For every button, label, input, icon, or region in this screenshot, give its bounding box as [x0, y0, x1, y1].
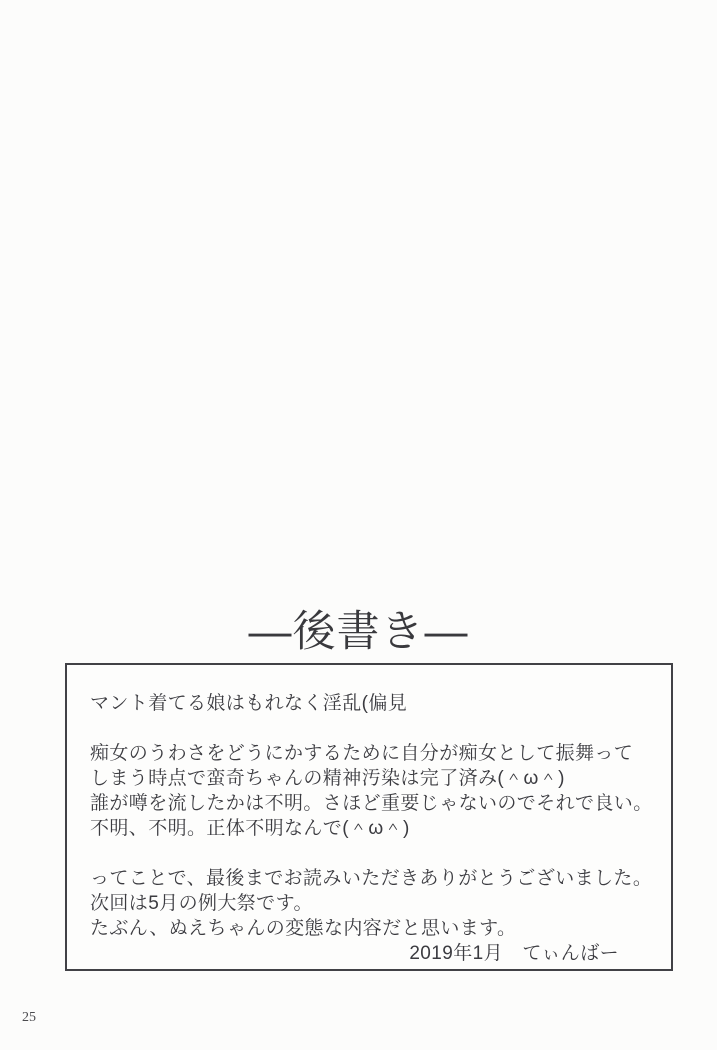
- afterword-line: 誰が噂を流したかは不明。さほど重要じゃないのでそれで良い。: [90, 793, 653, 814]
- page-number: 25: [22, 1010, 36, 1025]
- afterword-line: ってことで、最後までお読みいただきありがとうございました。: [90, 868, 653, 889]
- afterword-text: [90, 691, 659, 966]
- afterword-line: 次回は5月の例大祭です。: [90, 893, 313, 914]
- afterword-line: マント着てる娘はもれなく淫乱(偏見: [90, 693, 408, 714]
- afterword-line: 痴女のうわさをどうにかするために自分が痴女として振舞って: [90, 743, 634, 764]
- afterword-line: 不明、不明。正体不明なんで(＾ω＾): [90, 818, 410, 839]
- afterword-signature: 2019年1月 てぃんばー: [409, 943, 619, 964]
- afterword-title: —後書き—: [248, 608, 469, 656]
- afterword-line: たぶん、ぬえちゃんの変態な内容だと思います。: [90, 918, 517, 939]
- afterword-blank-line: [90, 716, 659, 741]
- afterword-line: しまう時点で蛮奇ちゃんの精神汚染は完了済み(＾ω＾): [90, 768, 565, 789]
- afterword-blank-line: [90, 841, 659, 866]
- afterword-box: [65, 663, 673, 971]
